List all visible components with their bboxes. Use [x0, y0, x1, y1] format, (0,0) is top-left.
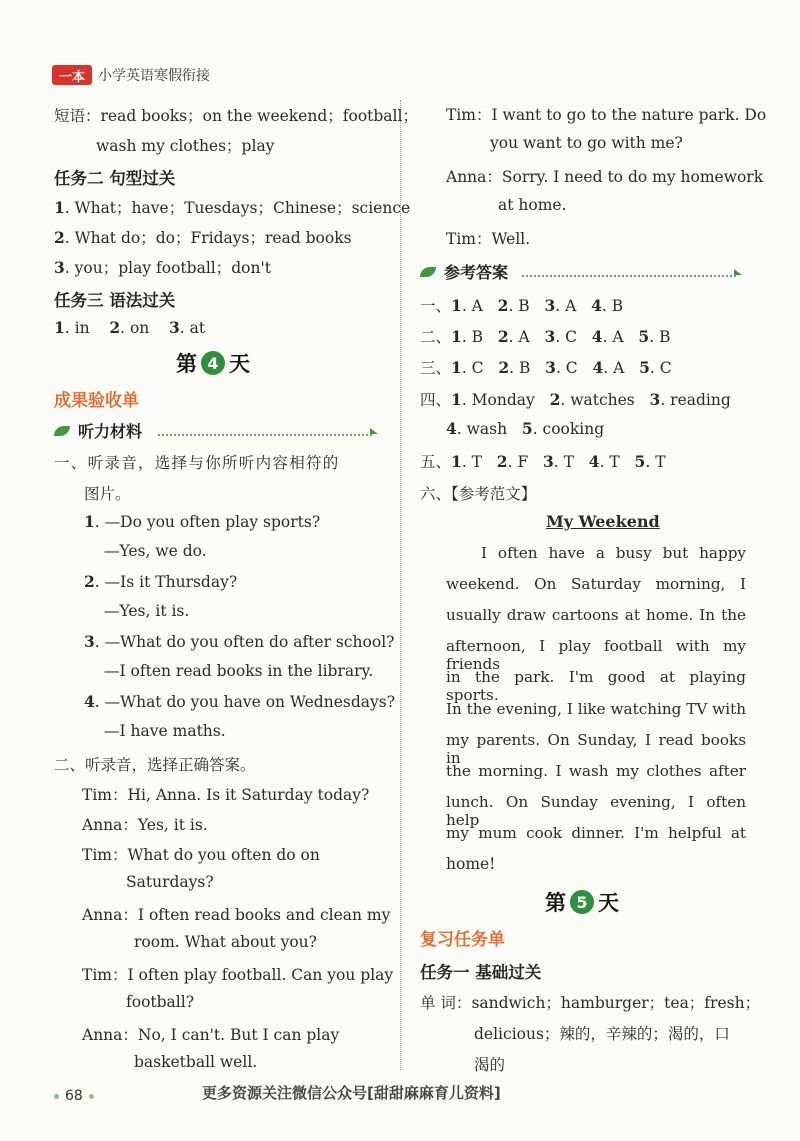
q1-item-3-a: —I often read books in the library.	[104, 662, 374, 680]
item-text: . in	[64, 319, 90, 337]
phrases-label: 短语：	[54, 107, 101, 125]
triangle-icon	[734, 269, 742, 275]
header-title: 小学英语寒假衔接	[98, 68, 210, 84]
item-num: 1	[54, 318, 65, 337]
item-num: 3	[169, 318, 180, 337]
essay-line: I often have a busy but happy	[481, 544, 746, 562]
speaker: Tim：	[446, 106, 492, 124]
utterance: Yes, it is.	[137, 816, 208, 834]
task2-title: 任务二 句型过关	[54, 169, 176, 188]
ans-num: 3	[542, 452, 554, 471]
item-text: . at	[179, 319, 206, 337]
essay-line: usually draw cartoons at home. In the	[446, 606, 746, 624]
page-number	[54, 1088, 94, 1104]
q1-item-2-a: —Yes, it is.	[104, 602, 190, 620]
dialog-line	[446, 103, 766, 125]
dotted-rule	[158, 434, 372, 436]
item-text: . —Is it Thursday?	[94, 573, 238, 591]
q1-item-3-q	[84, 632, 394, 651]
answer-row-2	[420, 325, 670, 347]
phrases-line1	[54, 104, 418, 126]
triangle-icon	[370, 428, 378, 434]
ans-num: 3	[545, 358, 556, 377]
words-line1	[420, 991, 760, 1013]
ans-val: . C	[461, 359, 484, 377]
words-text-1: sandwich；hamburger；tea；fresh；	[471, 994, 761, 1012]
answers-heading	[420, 260, 508, 283]
essay-line: my parents. On Sunday, I read books in	[446, 731, 746, 767]
row-label: 一、	[420, 297, 452, 315]
task2-item-1	[54, 196, 410, 218]
utterance: Hi, Anna. Is it Saturday today?	[127, 786, 370, 804]
q1-title-b: 图片。	[84, 485, 131, 503]
task3-title: 任务三 语法过关	[54, 291, 176, 310]
essay-line: my mum cook dinner. I'm helpful at	[446, 824, 746, 842]
ans-val: . A	[555, 297, 577, 315]
result-title: 成果验收单	[54, 391, 139, 411]
dialog-cont: at home.	[498, 196, 567, 214]
dialog-cont: you want to go with me?	[490, 134, 683, 152]
ans-val: . C	[555, 328, 577, 346]
day-post: 天	[598, 891, 619, 915]
q1-item-4-q	[84, 692, 395, 711]
ans-num: 2	[498, 358, 510, 377]
ans-num: 2	[497, 327, 509, 346]
ans-num: 1	[451, 327, 462, 346]
ans-num: 1	[451, 358, 462, 377]
utterance: I want to go to the nature park. Do	[491, 106, 767, 124]
speaker: Anna：	[82, 906, 138, 924]
ans-val: . B	[509, 359, 531, 377]
page-number-text: 68	[65, 1088, 83, 1104]
day-number-badge: 4	[201, 351, 225, 375]
essay-line: In the evening, I like watching TV with	[446, 700, 746, 718]
row-label: 二、	[420, 328, 452, 346]
speaker: Anna：	[82, 816, 138, 834]
dot-icon	[89, 1094, 94, 1099]
dotted-rule	[522, 275, 736, 277]
dialog-cont: basketball well.	[134, 1053, 258, 1071]
dialog-cont: football?	[126, 993, 195, 1011]
utterance: Sorry. I need to do my homework	[501, 168, 764, 186]
review-title: 复习任务单	[420, 930, 505, 950]
ans-num: 5	[521, 419, 533, 438]
ans-val: . A	[603, 359, 625, 377]
speaker: Tim：	[82, 786, 128, 804]
speaker: Anna：	[446, 168, 502, 186]
item-num: 2	[84, 572, 95, 591]
essay-line: home!	[446, 855, 496, 873]
listening-heading	[54, 419, 142, 442]
task1-title: 任务一 基础过关	[420, 963, 542, 982]
dialog-cont: Saturdays?	[126, 873, 214, 891]
utterance: What do you often do on	[127, 846, 320, 864]
utterance: No, I can't. But I can play	[137, 1026, 340, 1044]
ans-val: . B	[649, 328, 671, 346]
item-text: . What；have；Tuesdays；Chinese；science	[64, 199, 411, 217]
ans-num: 4	[446, 419, 457, 438]
speaker: Tim：	[82, 846, 128, 864]
ans-num: 2	[496, 452, 508, 471]
brand-logo: 一本	[52, 65, 92, 85]
listening-title: 听力材料	[78, 422, 143, 441]
item-text: . —Do you often play sports?	[94, 513, 321, 531]
item-num: 1	[84, 512, 95, 531]
item-num: 2	[54, 228, 65, 247]
essay-line: afternoon, I play football with my friends	[446, 637, 746, 673]
row-label: 五、	[420, 453, 452, 471]
footer-note: 更多资源关注微信公众号[甜甜麻麻育儿资料]	[202, 1084, 501, 1102]
ans-val: . T	[553, 453, 574, 471]
ans-val: . C	[555, 359, 578, 377]
answer-row-4-cont	[446, 419, 604, 438]
dot-icon	[54, 1094, 59, 1099]
ans-num: 4	[591, 327, 603, 346]
ans-num: 2	[497, 296, 509, 315]
item-num: 2	[109, 318, 121, 337]
ans-num: 3	[544, 327, 556, 346]
essay-line: the morning. I wash my clothes after	[446, 762, 746, 780]
essay-line: weekend. On Saturday morning, I	[446, 575, 746, 593]
dialog-line	[82, 813, 208, 835]
ans-val: . B	[461, 328, 484, 346]
dialog-line	[82, 963, 393, 985]
speaker: Tim：	[446, 230, 492, 248]
ans-val: . wash	[456, 420, 508, 438]
dialog-line	[82, 1023, 339, 1045]
item-num: 3	[54, 258, 65, 277]
ans-val: . T	[461, 453, 483, 471]
ans-num: 5	[639, 358, 650, 377]
q1-title-a: 一、听录音，选择与你所听内容相符的	[54, 454, 340, 472]
speaker: Tim：	[82, 966, 128, 984]
q2-title: 二、听录音，选择正确答案。	[54, 756, 256, 774]
ans-val: . B	[508, 297, 530, 315]
row-label: 三、	[420, 359, 452, 377]
answer-row-4	[420, 388, 731, 410]
essay-line: in the park. I'm good at playing sports.	[446, 668, 746, 704]
item-text: . —What do you often do after school?	[94, 633, 395, 651]
ans-val: . reading	[660, 391, 731, 409]
dialog-line	[82, 783, 369, 805]
words-line2: delicious；辣的，辛辣的；渴的，口	[474, 1025, 730, 1043]
ans-num: 1	[451, 296, 462, 315]
answer-row-3	[420, 356, 672, 378]
q1-item-2-q	[84, 572, 237, 591]
ans-val: . C	[649, 359, 672, 377]
ans-val: . T	[599, 453, 620, 471]
ans-num: 3	[649, 390, 661, 409]
item-text: . —What do you have on Wednesdays?	[94, 693, 396, 711]
column-divider	[400, 100, 401, 1070]
utterance: I often play football. Can you play	[127, 966, 394, 984]
ans-num: 5	[634, 452, 646, 471]
ans-num: 3	[544, 296, 556, 315]
ans-num: 4	[592, 358, 604, 377]
answer-row-5	[420, 450, 666, 472]
item-text: . What do；do；Fridays；read books	[64, 229, 352, 247]
q1-item-1-a: —Yes, we do.	[104, 542, 207, 560]
row-label: 四、	[420, 391, 452, 409]
essay-title: My Weekend	[546, 512, 660, 531]
ans-val: . A	[461, 297, 483, 315]
ans-num: 4	[591, 296, 602, 315]
item-text: . on	[120, 319, 150, 337]
essay-line: lunch. On Sunday evening, I often help	[446, 793, 746, 829]
ans-num: 1	[451, 452, 462, 471]
phrases-text-1: read books；on the weekend；football；	[100, 107, 418, 125]
day5-heading	[545, 887, 619, 917]
dialog-line	[82, 903, 390, 925]
ans-val: . Monday	[461, 391, 535, 409]
q6-label: 六、【参考范文】	[420, 485, 537, 503]
answers-title: 参考答案	[444, 263, 509, 282]
ans-num: 5	[638, 327, 650, 346]
leaf-icon	[54, 426, 70, 436]
item-num: 3	[84, 632, 95, 651]
ans-val: . A	[602, 328, 624, 346]
speaker: Anna：	[82, 1026, 138, 1044]
item-num: 4	[84, 692, 95, 711]
ans-val: . watches	[560, 391, 635, 409]
day-pre: 第	[176, 352, 197, 376]
day-number-badge: 5	[570, 890, 594, 914]
dialog-line	[82, 843, 320, 865]
task2-item-3	[54, 256, 271, 278]
q1-item-4-a: —I have maths.	[104, 722, 226, 740]
phrases-line2: wash my clothes；play	[96, 137, 275, 155]
item-num: 1	[54, 198, 65, 217]
ans-val: . cooking	[532, 420, 605, 438]
dialog-cont: room. What about you?	[134, 933, 317, 951]
dialog-line	[446, 227, 530, 249]
ans-val: . T	[645, 453, 666, 471]
item-text: . you；play football；don't	[64, 259, 271, 277]
utterance: I often read books and clean my	[137, 906, 391, 924]
ans-num: 1	[451, 390, 462, 409]
day-pre: 第	[545, 891, 566, 915]
utterance: Well.	[491, 230, 531, 248]
task2-item-2	[54, 226, 352, 248]
q1-item-1-q	[84, 512, 320, 531]
ans-val: . A	[508, 328, 530, 346]
ans-val: . B	[601, 297, 624, 315]
task3-items	[54, 318, 205, 337]
answer-row-1	[420, 294, 623, 316]
day4-heading	[176, 348, 250, 378]
ans-num: 4	[588, 452, 600, 471]
day-post: 天	[229, 352, 250, 376]
dialog-line	[446, 165, 763, 187]
ans-val: . F	[507, 453, 529, 471]
words-line3: 渴的	[474, 1056, 506, 1074]
words-label: 单 词：	[420, 994, 472, 1012]
ans-num: 2	[549, 390, 561, 409]
leaf-icon	[420, 267, 436, 277]
